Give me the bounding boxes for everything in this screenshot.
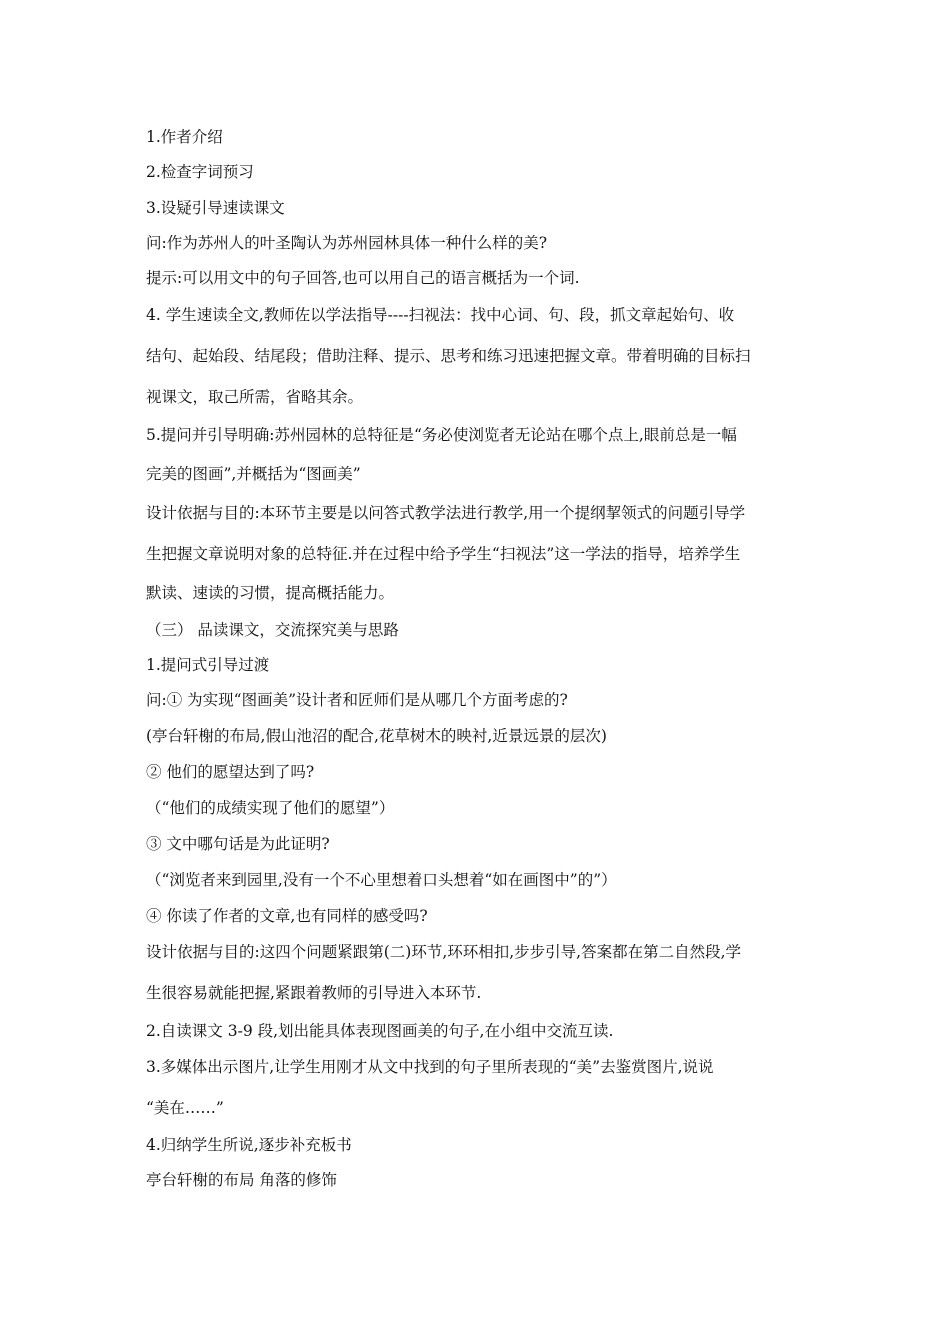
text-line: 结句、起始段、结尾段；借助注释、提示、思考和练习迅速把握文章。带着明确的目标扫	[146, 347, 751, 365]
text-line: 亭台轩榭的布局 角落的修饰	[146, 1171, 337, 1189]
text-line: 4. 学生速读全文,教师佐以学法指导----扫视法：找中心词、句、段，抓文章起始句、收	[146, 306, 735, 324]
section-heading: （三） 品读课文，交流探究美与思路	[146, 621, 399, 639]
text-line: ④ 你读了作者的文章,也有同样的感受吗?	[146, 907, 428, 925]
text-line: (亭台轩榭的布局,假山池沼的配合,花草树木的映衬,近景远景的层次)	[146, 727, 607, 745]
text-line: ② 他们的愿望达到了吗?	[146, 763, 315, 781]
text-line: 问:作为苏州人的叶圣陶认为苏州园林具体一种什么样的美?	[146, 234, 548, 252]
text-line: 2.检查字词预习	[146, 163, 254, 181]
text-line: 3.设疑引导速读课文	[146, 199, 285, 217]
text-line: 视课文，取己所需，省略其余。	[146, 388, 364, 406]
text-line: 生把握文章说明对象的总特征.并在过程中给予学生“扫视法”这一学法的指导，培养学生	[146, 545, 741, 563]
text-line: 2.自读课文 3-9 段,划出能具体表现图画美的句子,在小组中交流互读.	[146, 1022, 614, 1040]
text-line: ③ 文中哪句话是为此证明?	[146, 835, 330, 853]
text-line: 问:① 为实现“图画美”设计者和匠师们是从哪几个方面考虑的?	[146, 691, 568, 709]
text-line: 提示:可以用文中的句子回答,也可以用自己的语言概括为一个词.	[146, 269, 580, 287]
text-line: （“他们的成绩实现了他们的愿望”）	[146, 799, 395, 817]
text-line: 完美的图画”,并概括为“图画美”	[146, 465, 361, 483]
text-line: 默读、速读的习惯，提高概括能力。	[146, 584, 395, 602]
text-line: （“浏览者来到园里,没有一个不心里想着口头想着“如在画图中”的”）	[146, 871, 617, 889]
text-line: 生很容易就能把握,紧跟着教师的引导进入本环节.	[146, 984, 482, 1002]
text-line: 5.提问并引导明确:苏州园林的总特征是“务必使浏览者无论站在哪个点上,眼前总是一幅	[146, 426, 737, 444]
text-line: 设计依据与目的:这四个问题紧跟第(二)环节,环环相扣,步步引导,答案都在第二自然段,学	[146, 943, 742, 961]
text-line: 1.作者介绍	[146, 128, 223, 146]
text-line: 设计依据与目的:本环节主要是以问答式教学法进行教学,用一个提纲挈领式的问题引导学	[146, 504, 746, 522]
text-line: 4.归纳学生所说,逐步补充板书	[146, 1136, 352, 1154]
text-line: 1.提问式引导过渡	[146, 656, 270, 674]
text-line: 3.多媒体出示图片,让学生用刚才从文中找到的句子里所表现的“美”去鉴赏图片,说说	[146, 1058, 714, 1076]
text-line: “美在……”	[146, 1099, 224, 1117]
